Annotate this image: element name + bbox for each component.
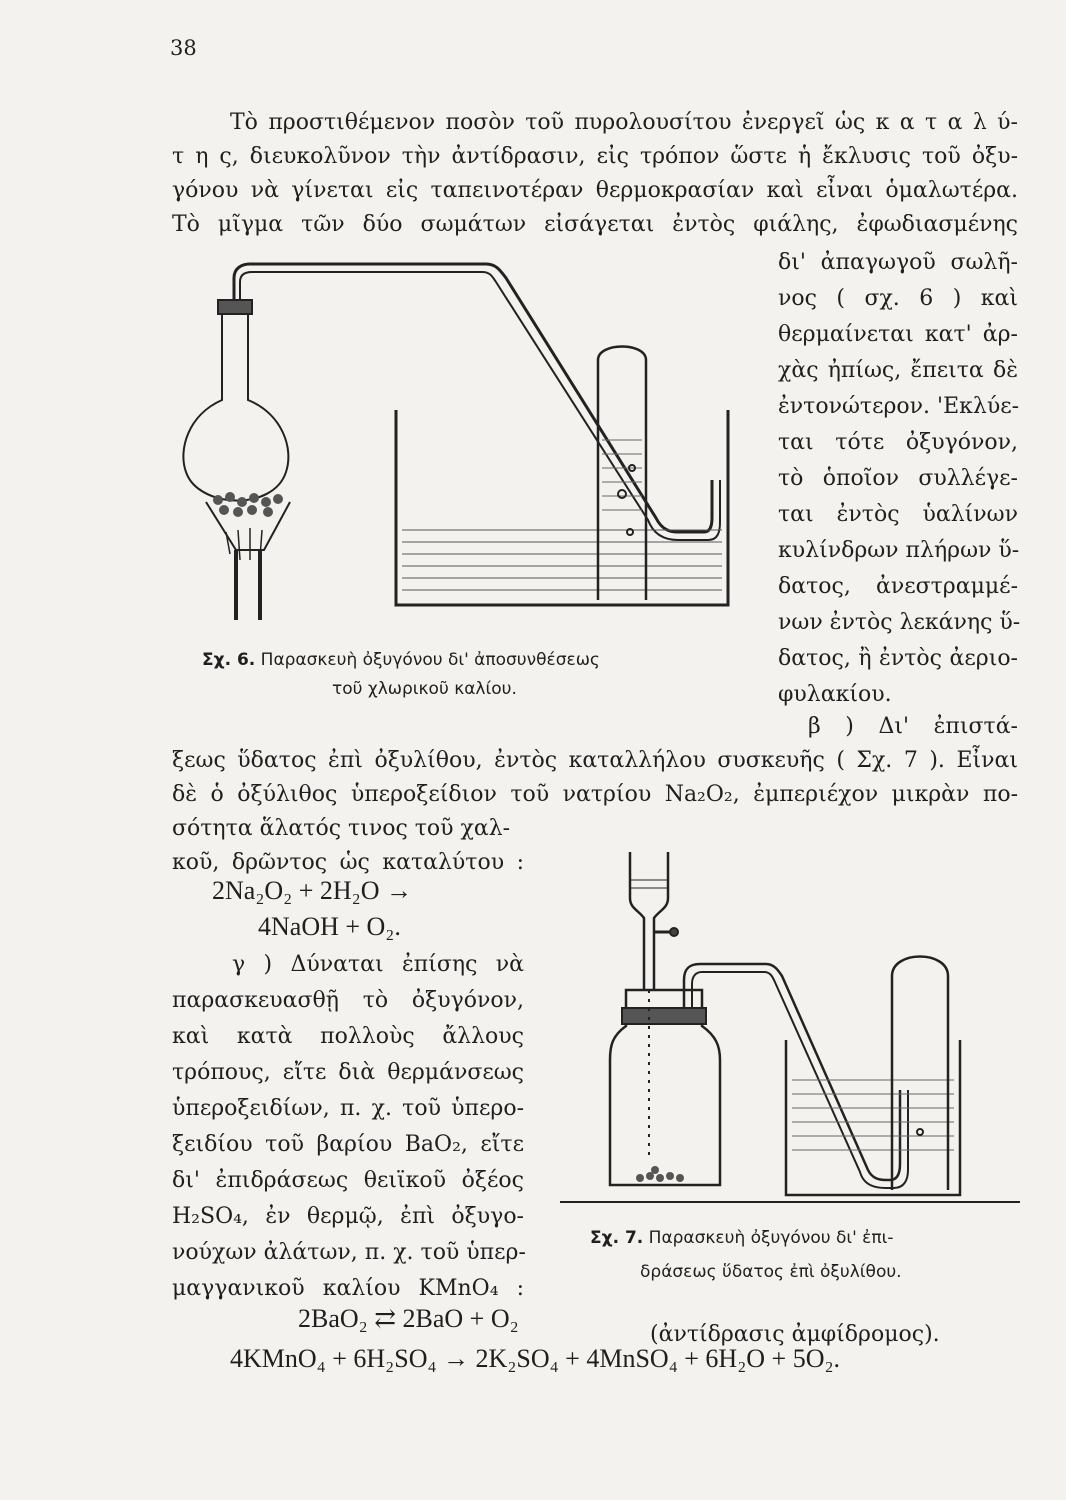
equation-2-note: (ἀντίδρασις ἀμφίδρομος). (650, 1322, 940, 1347)
figure-6-caption (202, 650, 600, 670)
side-text-line: ἐντονώτερον. 'Εκλύε- (778, 394, 1020, 419)
figure-7-illustration (560, 840, 1020, 1220)
dropping-funnel (630, 852, 668, 990)
side-text-line: νος ( σχ. 6 ) καὶ (778, 286, 1018, 311)
sodium-peroxide (636, 1166, 684, 1182)
paragraph-line: Τὸ μῖγμα τῶν δύο σωμάτων εἰσάγεται ἐντὸς φιάλης, ἐφωδιασμένης (172, 212, 1018, 237)
side-text-line: χὰς ἠπίως, ἔπειτα δὲ (778, 358, 1018, 383)
paragraph-line: H₂SO₄, ἐν θερμῷ, ἐπὶ ὀξυγο- (172, 1204, 524, 1229)
paragraph-line: τρόπους, εἴτε διὰ θερμάνσεως (172, 1060, 524, 1085)
paragraph-line: καὶ κατὰ πολλοὺς ἄλλους (172, 1024, 524, 1049)
paragraph-line: δὲ ὁ ὀξύλιθος ὑπεροξείδιον τοῦ νατρίου Na₂O₂, ἐμπεριέχον μικρὰν πο- (172, 782, 1018, 807)
figure-6-caption-line2: τοῦ χλωρικοῦ καλίου. (332, 679, 517, 699)
delivery-tube (234, 264, 712, 532)
paragraph-line: κοῦ, δρῶντος ὡς καταλύτου : (172, 850, 524, 875)
paragraph-line: νούχων ἀλάτων, π. χ. τοῦ ὑπερ- (172, 1240, 526, 1265)
side-text-line: νων ἐντὸς λεκάνης ὕ- (778, 610, 1021, 635)
paragraph-line: τ η ς, διευκολῦνον τὴν ἀντίδρασιν, εἰς τρόπον ὥστε ἡ ἔκλυσις τοῦ ὀξυ- (172, 144, 1018, 169)
flask-stopper (218, 300, 252, 314)
equation-2: 2BaO₂ ⇄ 2BaO + O₂ (298, 1304, 519, 1333)
paragraph-line: γόνου νὰ γίνεται εἰς ταπεινοτέραν θερμοκρασίαν καὶ εἶναι ὁμαλωτέρα. (172, 178, 1018, 203)
figure-7-label: Σχ. 7. (590, 1228, 644, 1248)
side-text-line: ται τότε ὀξυγόνον, (778, 430, 1018, 455)
side-text-line: τὸ ὁποῖον συλλέγε- (778, 466, 1018, 491)
water-basin (396, 410, 728, 605)
flask (183, 310, 288, 501)
paragraph-line: ξειδίου τοῦ βαρίου BaO₂, εἴτε (172, 1132, 524, 1157)
paragraph-line: παρασκευασθῇ τὸ ὀξυγόνον, (172, 988, 524, 1013)
paragraph-line: μαγγανικοῦ καλίου KMnO₄ : (172, 1276, 524, 1301)
paragraph-line: δι' ἐπιδράσεως θειϊκοῦ ὀξέος (172, 1168, 524, 1193)
side-text-line: φυλακίου. (778, 682, 892, 707)
heated-mixture (213, 492, 283, 517)
figure-6-illustration (178, 250, 738, 630)
paragraph-line: β ) Δι' ἐπιστά- (808, 714, 1018, 739)
side-text-line: δατος, ἀνεστραμμέ- (778, 574, 1018, 599)
figure-6-caption-line1: Παρασκευὴ ὀξυγόνου δι' ἀποσυνθέσεως (260, 650, 600, 670)
page-number: 38 (170, 36, 197, 60)
paragraph-line: γ ) Δύναται ἐπίσης νὰ (232, 952, 524, 977)
figure-7-caption-line1: Παρασκευὴ ὀξυγόνου δι' ἐπι- (648, 1228, 894, 1248)
figure-7-caption-line2: δράσεως ὕδατος ἐπὶ ὀξυλίθου. (640, 1262, 902, 1282)
paragraph-line: σότητα ἅλατός τινος τοῦ χαλ- (172, 816, 511, 841)
paragraph-line: ξεως ὕδατος ἐπὶ ὀξυλίθου, ἐντὸς καταλλήλου συσκευῆς ( Σχ. 7 ). Εἶναι (172, 748, 1018, 773)
figure-7-caption (590, 1228, 894, 1248)
side-text-line: ται ἐντὸς ὑαλίνων (778, 502, 1018, 527)
figure-6-label: Σχ. 6. (202, 650, 256, 670)
collecting-cylinder (598, 347, 646, 601)
equation-1-line1: 2Na₂O₂ + 2H₂O → (212, 876, 413, 905)
equation-3: 4KMnO₄ + 6H₂SO₄ → 2K₂SO₄ + 4MnSO₄ + 6H₂O + 5O₂. (230, 1344, 841, 1373)
side-text-line: δι' ἀπαγωγοῦ σωλῆ- (778, 250, 1018, 275)
paragraph-line: Τὸ προστιθέμενον ποσὸν τοῦ πυρολουσίτου ἐνεργεῖ ὡς κ α τ α λ ύ- (230, 110, 1018, 135)
paragraph-line: ὑπεροξειδίων, π. χ. τοῦ ὑπερο- (172, 1096, 524, 1121)
side-text-line: θερμαίνεται κατ' ἀρ- (778, 322, 1018, 347)
side-text-line: δατος, ἢ ἐντὸς ἀεριο- (778, 646, 1018, 671)
side-text-line: κυλίνδρων πλήρων ὕ- (778, 538, 1020, 563)
delivery-tube (684, 964, 900, 1180)
equation-1-line2: 4NaOH + O₂. (258, 912, 401, 941)
